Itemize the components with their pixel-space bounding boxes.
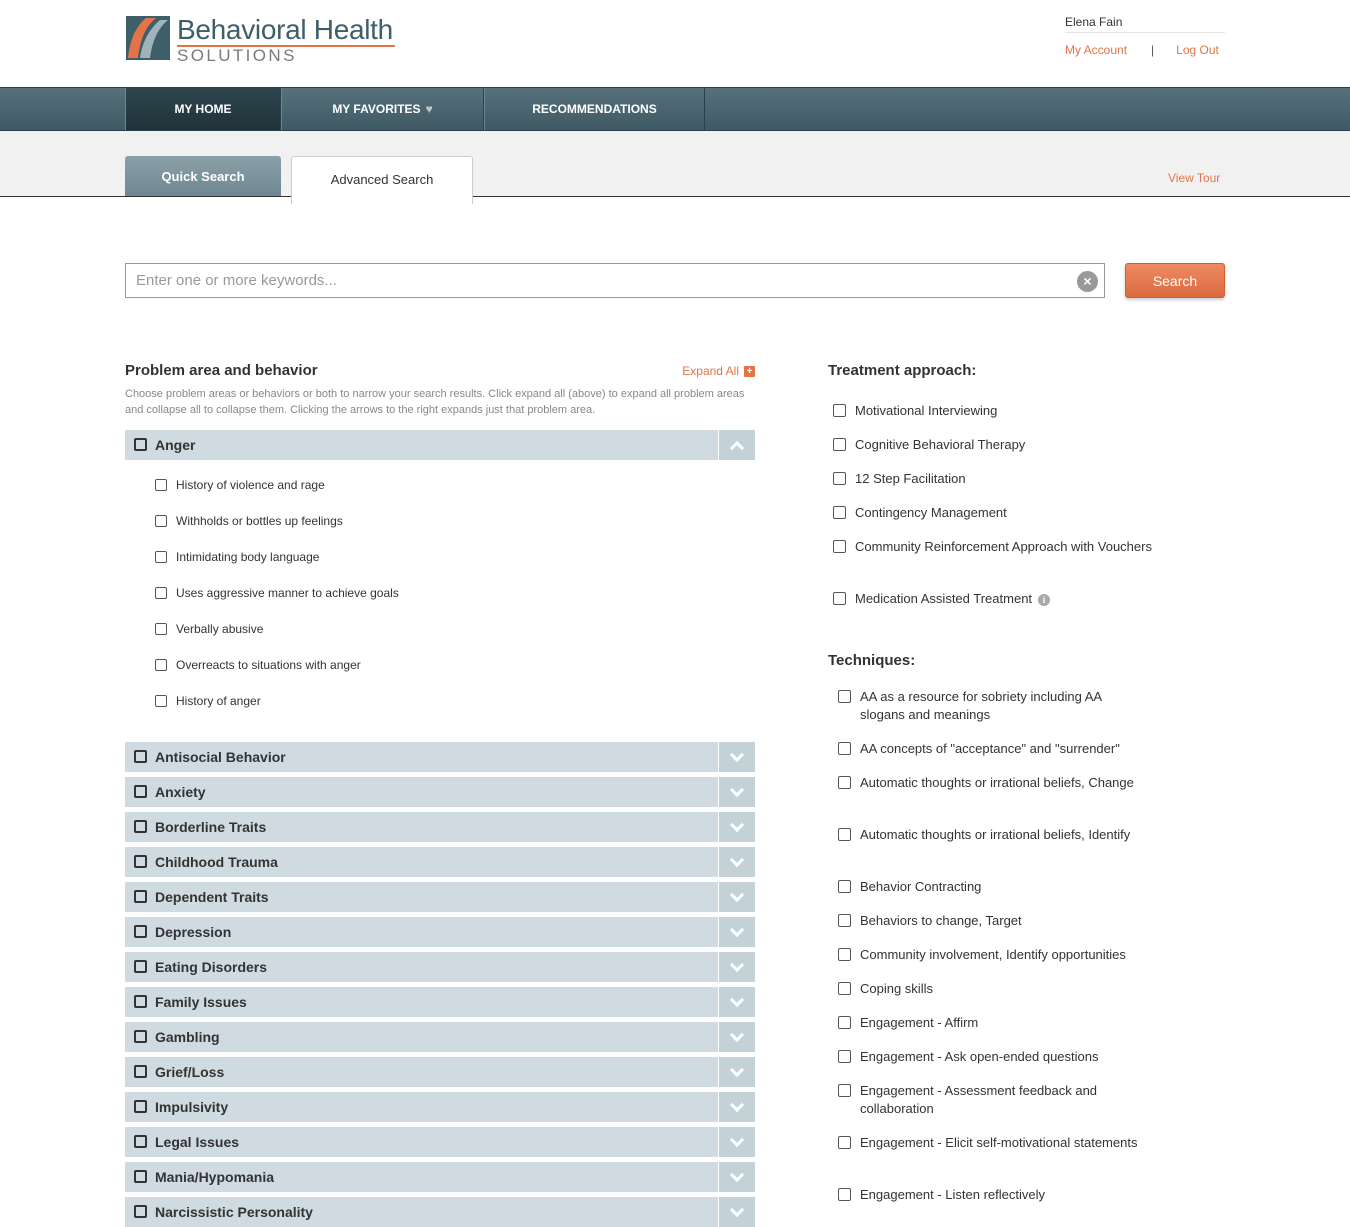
category-row [125,1022,755,1052]
treatment-checkbox[interactable] [833,592,846,605]
category-checkbox[interactable] [134,1100,147,1113]
chevron-down-icon [730,957,744,971]
technique-option[interactable] [838,878,1138,896]
behavior-checkbox[interactable] [155,515,167,527]
category-row [125,847,755,877]
technique-option[interactable] [838,1048,1138,1066]
category-checkbox[interactable] [134,890,147,903]
category-checkbox[interactable] [134,925,147,938]
technique-label: Engagement - Ask open-ended questions [860,1049,1099,1064]
treatment-checkbox[interactable] [833,472,846,485]
technique-option[interactable] [838,1134,1138,1152]
treatment-label [855,590,1050,608]
technique-label: Engagement - Elicit self-motivational statements [860,1135,1138,1150]
category-label: Family Issues [155,994,247,1010]
category-row [125,987,755,1017]
technique-checkbox[interactable] [838,982,851,995]
category-row [125,777,755,807]
category-checkbox[interactable] [134,960,147,973]
treatment-label [855,436,1025,454]
expand-toggle[interactable] [718,1092,755,1122]
chevron-down-icon [730,1097,744,1111]
treatment-checkbox[interactable] [833,404,846,417]
category-checkbox[interactable] [134,1135,147,1148]
technique-label: Behavior Contracting [860,879,982,894]
category-checkbox[interactable] [134,1065,147,1078]
category-label: Anxiety [155,784,206,800]
tab-quick-search[interactable]: Quick Search [125,156,281,196]
expand-all-label: Expand All [682,364,739,378]
behavior-item[interactable] [155,622,263,636]
problem-area-title: Problem area and behavior [125,362,318,379]
user-block [1065,15,1225,57]
technique-checkbox[interactable] [838,1016,851,1029]
behavior-checkbox[interactable] [155,551,167,563]
category-label: Anger [155,437,196,453]
nav-recommendations[interactable] [484,88,705,130]
chevron-down-icon [730,1027,744,1041]
technique-option[interactable] [838,774,1138,792]
main-nav [0,87,1350,131]
search-tabs [0,131,1350,197]
technique-checkbox[interactable] [838,690,851,703]
treatment-label [855,538,1152,556]
heart-icon: ♥ [425,102,433,116]
behavior-item[interactable] [155,694,261,708]
technique-option[interactable] [838,826,1138,844]
behavior-label: Verbally abusive [176,622,264,636]
technique-checkbox[interactable] [838,948,851,961]
behavior-item[interactable] [155,658,361,672]
tab-advanced-search[interactable]: Advanced Search [291,156,473,204]
chevron-down-icon [730,922,744,936]
logo[interactable] [126,16,395,65]
behavior-item[interactable] [155,514,343,528]
plus-icon: + [744,366,755,377]
technique-option[interactable] [838,1082,1138,1118]
treatment-option[interactable] [833,470,1153,488]
category-row [125,812,755,842]
expand-toggle[interactable] [718,847,755,877]
category-row [125,882,755,912]
header [0,0,1350,88]
category-anger [125,430,755,460]
technique-option[interactable] [838,1186,1138,1204]
technique-label: Engagement - Assessment feedback and collaboration [860,1083,1098,1116]
technique-label: Community involvement, Identify opportunities [860,947,1126,962]
user-name: Elena Fain [1065,15,1225,33]
logo-mark-icon [126,16,170,60]
log-out-link[interactable]: Log Out [1176,43,1219,57]
technique-label: Automatic thoughts or irrational beliefs, Change [860,775,1134,790]
behavior-checkbox[interactable] [155,695,167,707]
search-input[interactable] [126,264,1104,297]
behavior-item[interactable] [155,550,319,564]
chevron-down-icon [730,782,744,796]
treatment-checkbox[interactable] [833,506,846,519]
nav-recommendations-label: RECOMMENDATIONS [532,102,657,116]
category-row [125,742,755,772]
treatment-text: Contingency Management [855,505,1007,520]
treatment-text: Cognitive Behavioral Therapy [855,437,1026,452]
behavior-checkbox[interactable] [155,623,167,635]
technique-label: AA as a resource for sobriety including AA slogans and meanings [860,689,1102,722]
treatment-option[interactable] [833,590,1153,608]
category-label: Eating Disorders [155,959,268,975]
category-row [125,917,755,947]
category-row [125,952,755,982]
technique-label: Automatic thoughts or irrational beliefs, Identify [860,827,1131,842]
behavior-label: Withholds or bottles up feelings [176,514,343,528]
behavior-label: Intimidating body language [176,550,320,564]
technique-checkbox[interactable] [838,1084,851,1097]
technique-checkbox[interactable] [838,914,851,927]
logo-subtitle: SOLUTIONS [177,46,297,65]
technique-checkbox[interactable] [838,880,851,893]
logo-title: Behavioral Health [177,14,393,45]
category-checkbox[interactable] [134,820,147,833]
category-label: Grief/Loss [155,1064,225,1080]
treatment-option[interactable] [833,436,1153,454]
problem-area-description: Choose problem areas or behaviors or both to narrow your search results. Click expand all (above) to expand all problem areas and collapse all to collapse them. Clicking the arrows to the right expands just that problem area. [125,388,745,416]
chevron-down-icon [730,852,744,866]
category-checkbox[interactable] [134,1170,147,1183]
expand-toggle[interactable] [718,1127,755,1157]
clear-icon[interactable]: × [1077,271,1098,292]
category-checkbox[interactable] [134,995,147,1008]
techniques-title: Techniques: [828,652,916,669]
behavior-label: Overreacts to situations with anger [176,658,361,672]
category-checkbox[interactable] [134,855,147,868]
technique-label: Engagement - Affirm [860,1015,979,1030]
nav-my-favorites-label: MY FAVORITES [332,102,421,116]
treatment-option[interactable] [833,538,1153,556]
chevron-down-icon [730,817,744,831]
category-label: Mania/Hypomania [155,1169,275,1185]
category-label: Impulsivity [155,1099,229,1115]
nav-my-favorites[interactable] [281,88,484,130]
expand-toggle[interactable] [718,1057,755,1087]
problem-area-section [125,362,755,1220]
technique-label: Behaviors to change, Target [860,913,1022,928]
treatment-option[interactable] [833,402,1153,420]
technique-checkbox[interactable] [838,1188,851,1201]
category-label: Legal Issues [155,1134,240,1150]
expand-toggle[interactable] [718,987,755,1017]
treatment-text: Community Reinforcement Approach with Vouchers [855,539,1152,554]
category-label: Antisocial Behavior [155,749,286,765]
expand-toggle[interactable] [718,882,755,912]
behavior-item[interactable] [155,478,325,492]
expand-toggle[interactable] [718,777,755,807]
category-checkbox[interactable] [134,438,147,451]
chevron-down-icon [730,1167,744,1181]
view-tour-link[interactable]: View Tour [1168,171,1221,185]
collapse-toggle[interactable] [718,430,755,460]
category-label: Dependent Traits [155,889,269,905]
chevron-down-icon [730,1132,744,1146]
my-account-link[interactable]: My Account [1065,43,1128,57]
category-label: Childhood Trauma [155,854,278,870]
technique-label: Engagement - Listen reflectively [860,1187,1045,1202]
expand-toggle[interactable] [718,812,755,842]
chevron-down-icon [730,887,744,901]
behavior-checkbox[interactable] [155,479,167,491]
technique-option[interactable] [838,1014,1138,1032]
category-label: Borderline Traits [155,819,267,835]
category-checkbox[interactable] [134,750,147,763]
behavior-label: History of anger [176,694,261,708]
category-label: Depression [155,924,232,940]
technique-checkbox[interactable] [838,828,851,841]
treatment-label [855,504,1007,522]
expand-toggle[interactable] [718,1022,755,1052]
category-label: Narcissistic Personality [155,1204,313,1220]
treatment-label [855,402,997,420]
chevron-down-icon [730,1202,744,1216]
technique-label: Coping skills [860,981,933,996]
category-checkbox[interactable] [134,1205,147,1218]
category-checkbox[interactable] [134,1030,147,1043]
chevron-up-icon [730,440,744,454]
expand-toggle[interactable] [718,1162,755,1192]
link-separator: | [1151,43,1155,57]
behavior-item[interactable] [155,586,399,600]
chevron-down-icon [730,1062,744,1076]
search-button[interactable]: Search [1125,263,1225,298]
technique-option[interactable] [838,946,1183,964]
behavior-label: Uses aggressive manner to achieve goals [176,586,399,600]
behavior-label: History of violence and rage [176,478,325,492]
technique-checkbox[interactable] [838,1136,851,1149]
category-row [125,1197,755,1227]
technique-label: AA concepts of "acceptance" and "surrender" [860,741,1120,756]
category-row [125,1057,755,1087]
behavior-checkbox[interactable] [155,659,167,671]
treatment-checkbox[interactable] [833,438,846,451]
category-row [125,1162,755,1192]
treatment-text: Motivational Interviewing [855,403,998,418]
filters-section [828,362,1188,1202]
technique-checkbox[interactable] [838,742,851,755]
expand-toggle[interactable] [718,1197,755,1227]
category-row [125,1092,755,1122]
technique-option[interactable] [838,688,1138,724]
technique-checkbox[interactable] [838,1050,851,1063]
treatment-label [855,470,966,488]
category-row [125,1127,755,1157]
expand-toggle[interactable] [718,917,755,947]
behavior-checkbox[interactable] [155,587,167,599]
treatment-text: Medication Assisted Treatment [855,591,1033,606]
expand-toggle[interactable] [718,952,755,982]
technique-option[interactable] [838,912,1138,930]
treatment-checkbox[interactable] [833,540,846,553]
info-icon[interactable]: i [1038,594,1050,606]
technique-option[interactable] [838,980,1138,998]
search-box [125,263,1105,298]
chevron-down-icon [730,747,744,761]
treatment-text: 12 Step Facilitation [855,471,966,486]
nav-my-home-label: MY HOME [174,102,232,116]
technique-option[interactable] [838,740,1138,758]
treatment-approach-title: Treatment approach: [828,362,977,379]
expand-all-button[interactable] [682,364,755,378]
chevron-down-icon [730,992,744,1006]
nav-my-home[interactable] [125,88,281,130]
category-label: Gambling [155,1029,220,1045]
treatment-option[interactable] [833,504,1153,522]
technique-checkbox[interactable] [838,776,851,789]
category-checkbox[interactable] [134,785,147,798]
expand-toggle[interactable] [718,742,755,772]
